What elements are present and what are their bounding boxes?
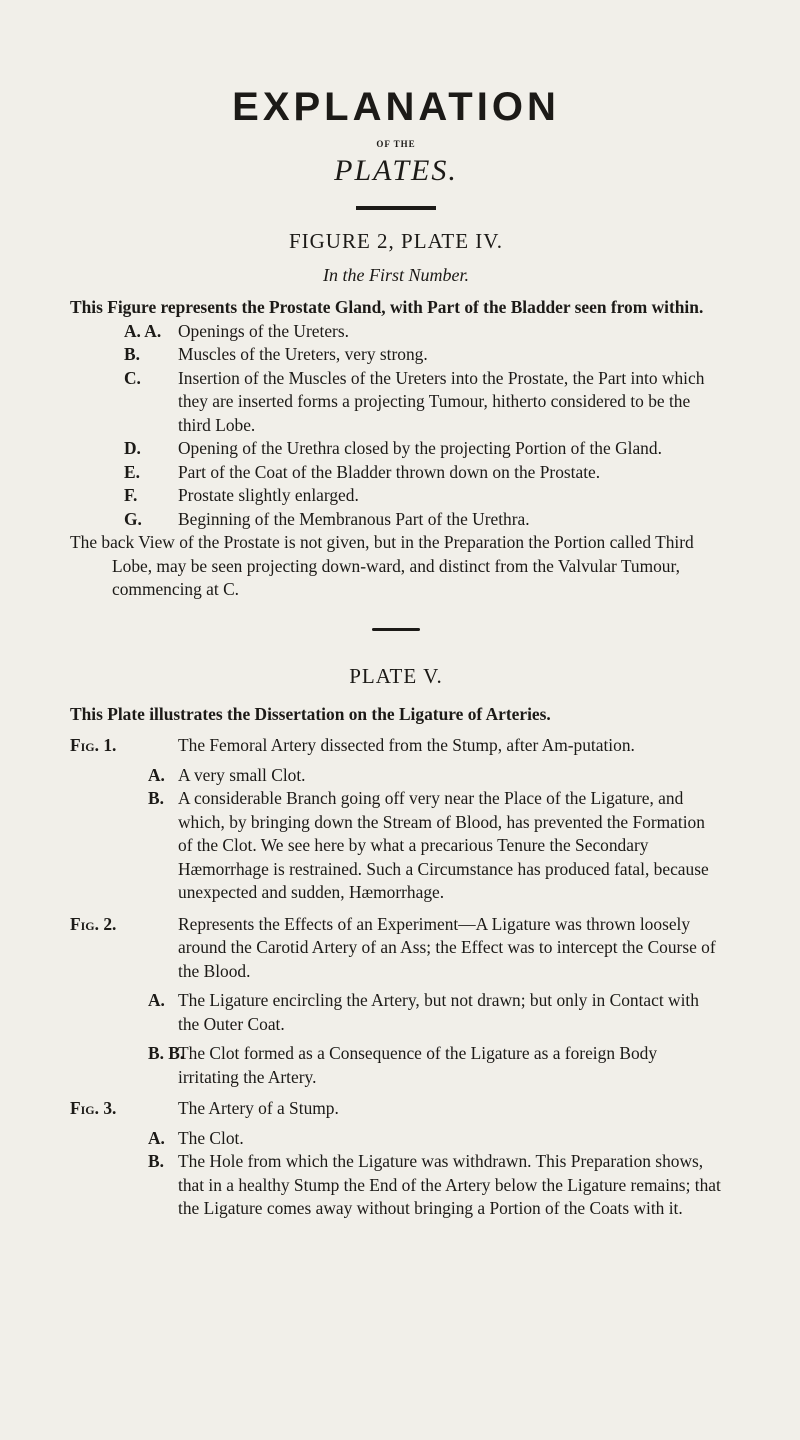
legend-key: C.	[124, 367, 141, 388]
legend-key: A.	[148, 1127, 165, 1148]
legend-item	[70, 1127, 722, 1151]
title-connector: OF THE	[376, 139, 416, 149]
figure-text: The Femoral Artery dissected from the Stump, after Am-putation.	[178, 735, 635, 755]
legend-item	[70, 1042, 722, 1089]
legend-key: A. A.	[124, 320, 162, 341]
section-closing: The back View of the Prostate is not given, but in the Preparation the Portion called Third Lobe, may be seen projecting down-ward, and distinct from the Valvular Tumour, commencing at C.	[70, 532, 694, 599]
legend-text: Muscles of the Ureters, very strong.	[178, 344, 428, 364]
figure-key: Fig. 1.	[70, 735, 117, 755]
section-intro: This Figure represents the Prostate Gland, with Part of the Bladder seen from within.	[70, 297, 704, 317]
section-divider-wrap	[70, 628, 722, 631]
legend-item	[70, 461, 722, 485]
legend-key: E.	[124, 461, 140, 482]
legend-text: The Clot formed as a Consequence of the Ligature as a foreign Body irritating the Artery.	[178, 1043, 658, 1087]
figure-entry	[70, 1097, 722, 1121]
legend-text: A very small Clot.	[178, 764, 306, 785]
section-subheading: In the First Number.	[323, 265, 469, 285]
section-figure-2-plate-4	[70, 228, 722, 602]
section-intro: This Plate illustrates the Dissertation on the Ligature of Arteries.	[70, 703, 551, 724]
legend-item	[70, 989, 722, 1036]
legend-item	[70, 484, 722, 508]
legend-text: Beginning of the Membranous Part of the Urethra.	[178, 508, 530, 529]
legend-key: B. B.	[148, 1043, 185, 1063]
legend-text: The Ligature encircling the Artery, but not drawn; but only in Contact with the Outer Coat.	[178, 990, 699, 1034]
section-plate-5	[70, 663, 722, 1221]
legend-text: The Clot.	[178, 1127, 244, 1148]
legend-item	[70, 1150, 722, 1221]
section-divider	[372, 628, 420, 631]
legend-key: B.	[148, 788, 164, 808]
legend-key: B.	[124, 344, 140, 364]
legend-text: A considerable Branch going off very near the Place of the Ligature, and which, by bringing down the Stream of Blood, has prevented the Formation of the Clot. We see here by what a precarious Tenure the Secondary Hæmorrhage is restrained. Such a Circumstance has produced fatal, because unexpected and sudden, Hæmorrhage.	[178, 788, 709, 902]
legend-key: A.	[148, 990, 165, 1010]
figure-key: Fig. 3.	[70, 1098, 117, 1118]
legend-key: A.	[148, 764, 165, 785]
legend-item	[70, 343, 722, 367]
legend-item	[70, 367, 722, 438]
legend-text: The Hole from which the Ligature was withdrawn. This Preparation shows, that in a healthy Stump the End of the Artery below the Ligature remains; that the Ligature comes away without bringing a Portion of the Coats with it.	[178, 1151, 721, 1218]
figure-entry	[70, 734, 722, 758]
figure-text: Represents the Effects of an Experiment—A Ligature was thrown loosely around the Carotid Artery of an Ass; the Effect was to intercept the Course of the Blood.	[178, 913, 716, 981]
legend-text: Insertion of the Muscles of the Ureters into the Prostate, the Part into which they are inserted forms a projecting Tumour, hitherto considered to be the third Lobe.	[178, 367, 705, 435]
legend-text: Prostate slightly enlarged.	[178, 485, 359, 505]
section-heading: FIGURE 2, PLATE IV.	[288, 229, 504, 253]
legend-item	[70, 320, 722, 344]
legend-key: D.	[124, 438, 141, 458]
legend-item	[70, 787, 722, 905]
figure-entry	[70, 913, 722, 984]
figure-key: Fig. 2.	[70, 913, 117, 934]
legend-text: Part of the Coat of the Bladder thrown down on the Prostate.	[178, 461, 601, 482]
legend-key: G.	[124, 508, 142, 529]
legend-item	[70, 764, 722, 788]
legend-item	[70, 437, 722, 461]
legend-key: F.	[124, 485, 138, 505]
legend-item	[70, 508, 722, 532]
legend-text: Openings of the Ureters.	[178, 320, 349, 341]
figure-text: The Artery of a Stump.	[178, 1098, 339, 1118]
legend-key: B.	[148, 1151, 164, 1171]
page-title: EXPLANATION	[232, 85, 560, 129]
legend-text: Opening of the Urethra closed by the projecting Portion of the Gland.	[178, 438, 662, 458]
header-divider	[356, 206, 436, 210]
section-heading: PLATE V.	[349, 663, 443, 688]
page-subtitle: PLATES.	[334, 154, 458, 187]
